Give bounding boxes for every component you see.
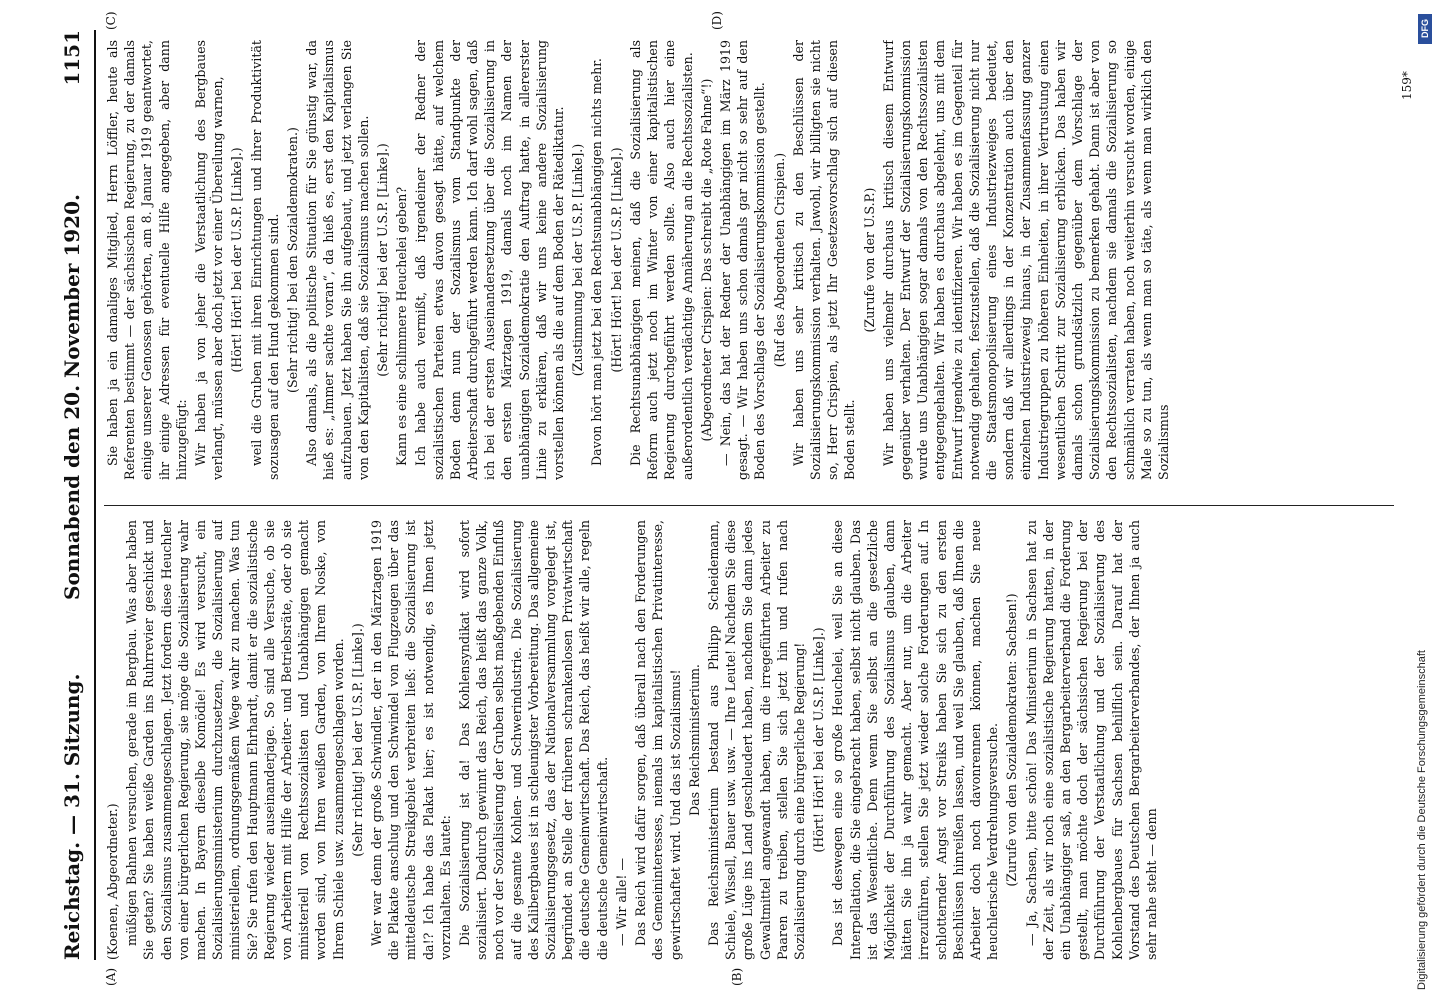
header-rule: [94, 30, 96, 960]
interjection: (Hört! Hört! bei der U.S.P. [Linke].): [229, 147, 245, 373]
paragraph: Wir haben uns sehr kritisch zu den Beschlüssen der Sozialisierungskommission verhalten. Jawohl, wir billigten sie nicht so, Herr Crispien, als jetzt Ihr Gesetzesvorschlag sich auf diesen Boden stellt.: [790, 40, 858, 480]
paragraph: — Wir alle! —: [613, 857, 629, 946]
interjection: (Zurufe von den Sozialdemokraten: Sachsen!): [1004, 593, 1020, 887]
interjection: (Abgeordneter Crispien: Das schreibt die „Rote Fahne“!): [698, 78, 714, 442]
interjection: Das Reichsministerium.: [686, 664, 702, 816]
page-number: 1151: [60, 30, 84, 86]
margin-marker-c: (C): [104, 11, 118, 30]
paragraph: Also damals, als die politische Situation für Sie günstig war, da hieß es: „Immer sachte voran“, da hieß es, erst den Kapitalismus aufzubauen. Jetzt haben Sie ihn aufgebaut, und jetzt verlangen Sie von den Kapitalisten, daß sie Sozialismus machen sollen.: [304, 40, 371, 480]
paragraph: — Ja, Sachsen, bitte schön! Das Ministerium in Sachsen hat zu der Zeit, als wir noch eine sozialistische Regierung hatten, in der ein Unabhängiger saß, an den Bergarbeiterverband die Forderung gestellt, man möchte doch der sächsischen Regierung bei der Durchführung der Verstaatlichung und der Sozialisierung des Kohlenbergbaues für Sachsen behilflich sein. Darauf hat der Vorstand des Deutschen Bergarbeiterverbandes, der Ihnen ja auch sehr nahe steht — denn: [1023, 520, 1159, 960]
margin-marker-a: (A): [104, 967, 118, 986]
paragraph: Die Sozialisierung ist da! Das Kohlensyndikat wird sofort sozialisiert. Dadurch gewinnt das Reich, das heißt das ganze Volk, noch vor der Sozialisierung der Gruben selbst maßgebenden Einfluß auf die gesamte Kohlen- und Schwerindustrie. Die Sozialisierung des Kalibergbaues ist in schleunigster Vorbereitung. Das allgemeine Sozialisierungsgesetz, das der Nationalversammlung vorgelegt ist, begründet an Stelle der früheren schrankenlosen Privatwirtschaft die deutsche Gemeinwirtschaft. Das Reich, das heißt wir alle, regeln die deutsche Gemeinwirtschaft.: [457, 520, 610, 960]
interjection: (Hört! Hört! bei der U.S.P. [Linke].): [608, 147, 624, 373]
page-header: [60, 30, 96, 960]
paragraph: — Nein, das hat der Redner der Unabhängigen im März 1919 gesagt. — Wir haben uns schon damals gar nicht so sehr auf den Boden des Vorschlags der Sozialisierungskommission gestellt.: [717, 40, 768, 480]
margin-marker-d: (D): [710, 11, 724, 30]
paragraph: Das Reich wird dafür sorgen, daß überall nach den Forderungen des Gemeininteresses, niemals im kapitalistischen Privatinteresse, gewirtschaftet wird. Und das ist Sozialismus!: [633, 520, 683, 960]
column-divider: [104, 505, 1394, 506]
paragraph: Davon hört man jetzt bei den Rechtsunabhängigen nichts mehr.: [589, 58, 605, 466]
interjection: (Zurufe von der U.S.P.): [861, 187, 877, 333]
text-column-right: [104, 40, 1404, 480]
paragraph: weil die Gruben mit ihren Einrichtungen und ihrer Produktivität sozusagen auf den Hund gekommen sind.: [248, 40, 281, 480]
paragraph: Wer war denn der große Schwindler, der in den Märztagen 1919 die Plakate anschlug und den Schwindel von Flugzeugen über das mitteldeutsche Streikgebiet verbreiten ließ: die Sozialisierung ist da!? Ich habe das Plakat hier; es ist notwendig, es Ihnen jetzt vorzuhalten. Es lautet:: [369, 520, 453, 960]
paragraph: Das Reichsministerium bestand aus Philipp Scheidemann, Schiele, Wissell, Bauer usw. usw. — Ihre Leute! Nachdem Sie diese große Lüge ins Land geschleudert haben, nachdem Sie dann jedes Gewaltmittel angewandt haben, um die irregeführten Arbeiter zu Paaren zu treiben, stellen Sie sich jetzt hin und rufen nach Sozialisierung durch eine bürgerliche Regierung!: [705, 520, 807, 960]
dfg-logo: DFG: [1418, 14, 1432, 44]
text-column-left: [104, 520, 1404, 960]
header-session: Reichstag. — 31. Sitzung.: [60, 673, 84, 960]
credit-text: Digitalisierung gefördert durch die Deutsche Forschungsgemeinschaft: [1416, 650, 1428, 990]
paragraph: Wir haben ja von jeher die Verstaatlichung des Bergbaues verlangt, müssen aber doch jetzt vor einer Übereilung warnen,: [193, 40, 226, 480]
paragraph: (Koenen, Abgeordneter.): [105, 803, 120, 960]
margin-marker-b: (B): [730, 967, 744, 986]
paragraph: Die Rechtsunabhängigen meinen, daß die Sozialisierung als Reform auch jetzt noch im Winter von einer kapitalistischen Regierung durchgeführt werden sollte. Also auch hier eine außerordentlich verdächtige Annäherung an die Rechtssozialisten.: [627, 40, 695, 480]
header-date: Sonnabend den 20. November 1920.: [60, 194, 84, 600]
interjection: (Zustimmung bei der U.S.P. [Linke].): [570, 143, 586, 377]
interjection: (Sehr richtig! bei den Sozialdemokraten.): [285, 127, 301, 393]
paragraph: Kann es eine schlimmere Heuchelei geben?: [394, 186, 410, 466]
interjection: (Sehr richtig! bei der U.S.P. [Linke].): [349, 623, 365, 857]
footer-mark: 159*: [1400, 71, 1414, 100]
interjection: (Ruf des Abgeordneten Crispien.): [771, 152, 787, 368]
paragraph: Das ist deswegen eine so große Heuchelei, weil Sie an diese Interpellation, die Sie eingebracht haben, selbst nicht glauben. Das ist das Wesentliche. Denn wenn Sie selbst an die gesetzliche Möglichkeit der Durchführung des Sozialismus glauben, dann hätten Sie ihn ja wahr gemacht. Aber nur, um die Arbeiter irrezuführen, stellen Sie jetzt wieder solche Forderungen auf. In schlotternder Angst vor Streiks haben Sie sich zu den ersten Beschlüssen hinreißen lassen, und weil Sie glauben, daß Ihnen die Arbeiter doch noch davonrennen können, machen Sie neue heuchlerische Verdrehungsversuche.: [830, 520, 1001, 960]
paragraph: Sie haben ja ein damaliges Mitglied, Herrn Löffler, heute als Referenten bestimmt — der sächsischen Regierung, zu der damals einige unserer Genossen gehörten, am 8. Januar 1919 geantwortet, ihr einige Adressen für eventuelle Hilfe angegeben, aber dann hinzugefügt:: [105, 40, 189, 480]
interjection: (Sehr richtig! bei der U.S.P. [Linke].): [375, 143, 391, 377]
interjection: (Hört! Hört! bei der U.S.P. [Linke].): [811, 627, 827, 853]
paragraph: müßigen Bahnen versuchen, gerade im Bergbau. Was aber haben Sie getan? Sie haben weiße Garden ins Ruhrrevier geschickt und den Sozialismus zusammengeschlagen. Jetzt fordern diese Heuchler von einer bürgerlichen Regierung, sie möge die Sozialisierung wahr machen. In Bayern dieselbe Komödie! Es wird versucht, ein Sozialisierungsministerium durchzusetzen, die Sozialisierung auf ministeriellem, ordnungsgemäßem Wege wahr zu machen. Was tun Sie? Sie rufen den Hauptmann Ehrhardt, damit er die sozialistische Regierung wieder auseinanderjage. So sind alle Versuche, ob sie von Arbeitern mit Hilfe der Arbeiter- und Betriebsräte, oder ob sie ministeriell von Rechtssozialisten und Unabhängigen gemacht worden sind, von Ihren weißen Garden, von Ihrem Noske, von Ihrem Schiele usw. zusammengeschlagen worden.: [124, 520, 346, 960]
paragraph: Ich habe auch vermißt, daß irgendeiner der Redner der sozialistischen Parteien etwas davon gesagt hätte, auf welchem Boden denn nun der Sozialismus vom Standpunkte der Arbeiterschaft durchgeführt werden kann. Ich darf wohl sagen, daß ich bei der ersten Auseinandersetzung über die Sozialisierung in den ersten Märztagen 1919, damals noch im Namen der unabhängigen Sozialdemokratie den Auftrag hatte, in allererster Linie zu erklären, daß wir uns keine andere Sozialisierung vorstellen können als die auf dem Boden der Rätediktatur.: [413, 40, 567, 480]
digitization-credit: [1416, 10, 1434, 990]
paragraph: Wir haben uns vielmehr durchaus kritisch diesem Entwurf gegenüber verhalten. Der Entwurf der Sozialisierungskommission wurde uns Unabhängigen sogar damals von den Rechtssozialisten entgegengehalten. Wir haben es durchaus abgelehnt, uns mit dem Entwurf irgendwie zu identifizieren. Wir haben es im Gegenteil für notwendig gehalten, festzustellen, daß die Sozialisierung nicht nur die Staatsmonopolisierung eines Industriezweiges bedeutet, sondern daß wir allerdings in der Konzentration auch über den einzelnen Industriezweig hinaus, in der Zusammenfassung ganzer Industriegruppen zu höheren Einheiten, in ihrer Vertrustung einen wesentlichen Schritt zur Sozialisierung erblicken. Das haben wir damals schon grundsätzlich gegenüber dem Vorschlage der Sozialisierungskommission zu bemerken gehabt. Dann ist aber von den Rechtssozialisten, nachdem sie damals die Sozialisierung so schmählich verraten haben, noch weiterhin versucht worden, einige Male so zu tun, als wenn man so täte, als wenn man wirklich den Sozialismus: [880, 40, 1171, 480]
